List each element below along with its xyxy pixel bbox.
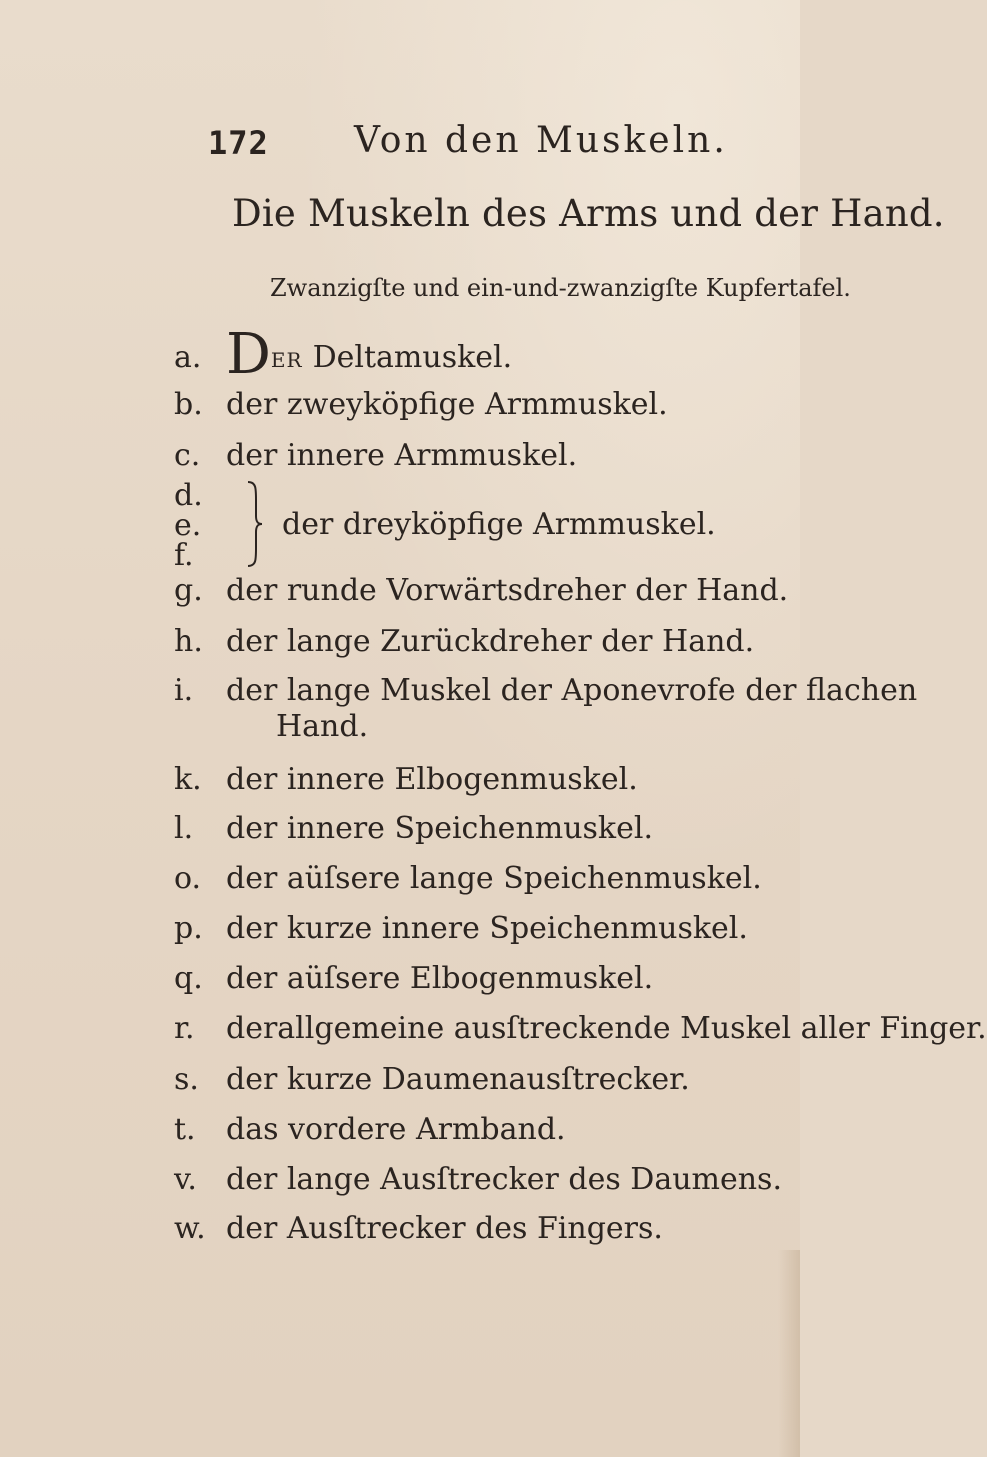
entry-text: Deltamuskel.	[312, 340, 513, 375]
running-head: Von den Muskeln.	[354, 120, 728, 161]
entry-letter: v.	[174, 1162, 197, 1197]
entry-letter: p.	[174, 911, 203, 946]
legend-entry-t	[174, 1112, 566, 1148]
curly-brace-icon	[244, 480, 264, 568]
entry-text: der lange Zurückdreher der Hand.	[226, 624, 755, 659]
entry-text: der aüſsere Elbogenmuskel.	[226, 961, 654, 996]
legend-entry-w	[174, 1211, 663, 1247]
entry-letter: a.	[174, 340, 202, 375]
entry-letter: q.	[174, 961, 203, 996]
entry-letter: t.	[174, 1112, 196, 1147]
entry-letter: b.	[174, 387, 203, 422]
small-caps: ER	[270, 348, 303, 372]
legend-entry-k	[174, 762, 638, 798]
entry-letter-e: e.	[174, 508, 202, 543]
entry-letter: r.	[174, 1011, 195, 1046]
legend-entry-q	[174, 961, 653, 997]
entry-text: der innere Speichenmuskel.	[226, 811, 653, 846]
entry-letter: o.	[174, 861, 202, 896]
entry-text: der aüſsere lange Speichenmuskel.	[226, 861, 762, 896]
legend-entry-i	[174, 673, 917, 709]
legend-entry-b	[174, 387, 668, 423]
entry-text: der kurze innere Speichenmuskel.	[226, 911, 748, 946]
entry-continuation: Hand.	[276, 709, 369, 744]
legend-entry-c	[174, 438, 577, 474]
entry-letter: g.	[174, 573, 203, 608]
entry-text: der zweyköpfige Armmuskel.	[226, 387, 668, 422]
chapter-title: Die Muskeln des Arms und der Hand.	[232, 192, 945, 235]
legend-entry-v	[174, 1162, 782, 1198]
plate-caption: Zwanzigſte und ein-und-zwanzigſte Kupfertafel.	[270, 274, 851, 302]
legend-entry-o	[174, 861, 762, 897]
entry-letter: k.	[174, 762, 202, 797]
entry-letter-d: d.	[174, 478, 203, 513]
entry-letter: s.	[174, 1062, 199, 1097]
entry-letter: c.	[174, 438, 201, 473]
entry-text: derallgemeine ausſtreckende Muskel aller Finger.	[226, 1011, 987, 1046]
legend-entry-r	[174, 1011, 987, 1047]
drop-cap: D	[226, 322, 271, 387]
entry-text: das vordere Armband.	[226, 1112, 566, 1147]
entry-letter: i.	[174, 673, 194, 708]
entry-text: der runde Vorwärtsdreher der Hand.	[226, 573, 789, 608]
entry-text: der Ausſtrecker des Fingers.	[226, 1211, 663, 1246]
entry-letter: w.	[174, 1211, 206, 1246]
entry-text: der dreyköpfige Armmuskel.	[282, 507, 716, 542]
legend-entry-g	[174, 573, 788, 609]
legend-entry-p	[174, 911, 748, 947]
entry-text: der innere Armmuskel.	[226, 438, 578, 473]
entry-letter: h.	[174, 624, 203, 659]
legend-entry-a	[174, 322, 513, 387]
page-number: 172	[208, 124, 269, 162]
legend-entry-h	[174, 624, 754, 660]
entry-text: der lange Ausſtrecker des Daumens.	[226, 1162, 782, 1197]
entry-text: der kurze Daumenausſtrecker.	[226, 1062, 690, 1097]
entry-text: der lange Muskel der Aponevrofe der flachen	[226, 673, 918, 708]
page-edge-shadow	[778, 1250, 800, 1457]
legend-entry-s	[174, 1062, 690, 1098]
entry-letter-f: f.	[174, 538, 194, 573]
entry-text: der innere Elbogenmuskel.	[226, 762, 638, 797]
entry-letter: l.	[174, 811, 194, 846]
legend-entry-l	[174, 811, 653, 847]
